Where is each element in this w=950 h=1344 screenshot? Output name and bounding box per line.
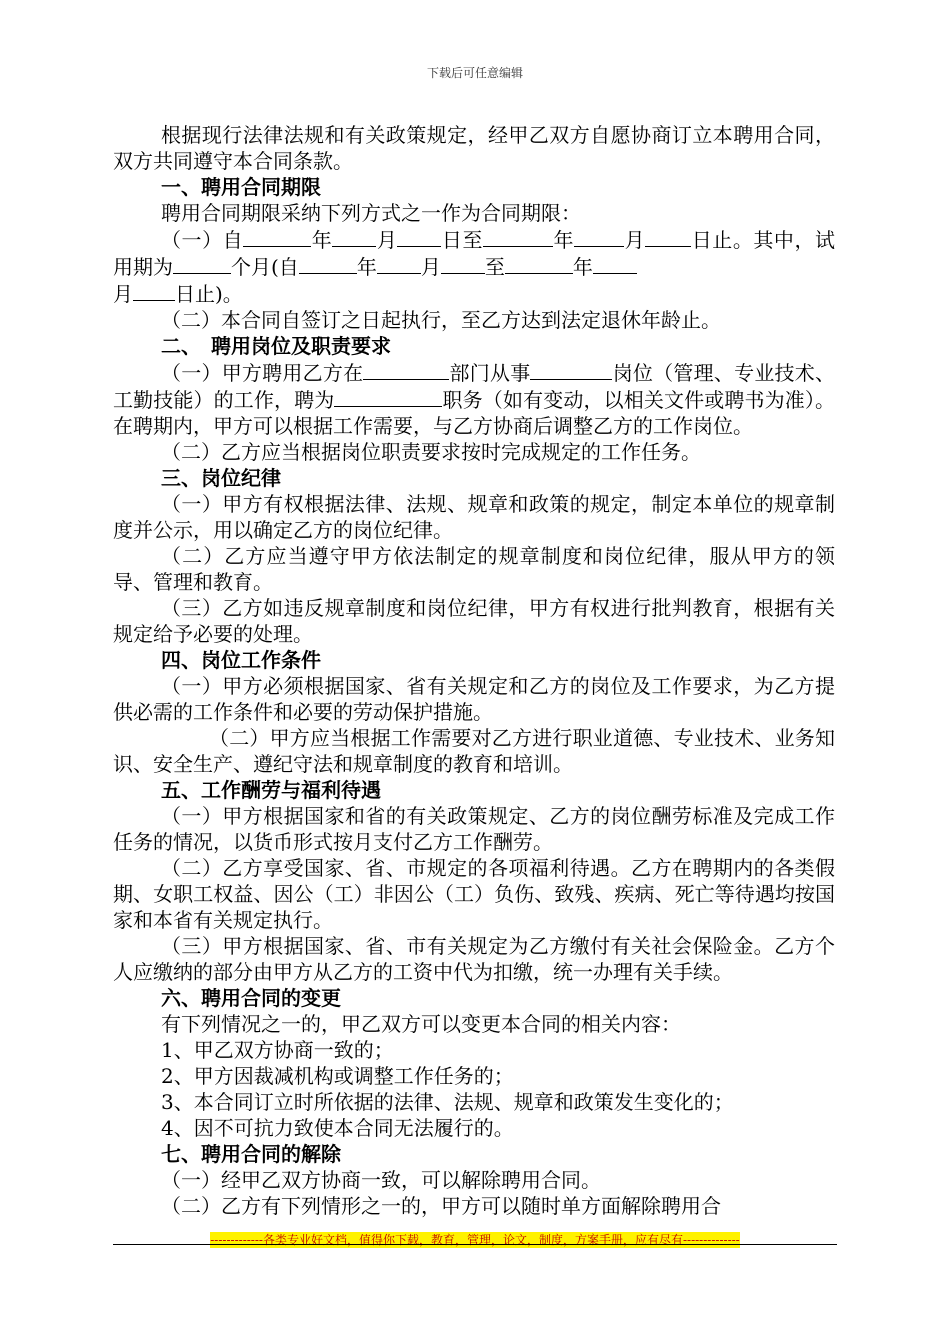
text-fragment: 日止。其中，试用期为 bbox=[113, 228, 836, 279]
blank-line bbox=[505, 253, 573, 274]
blank-line bbox=[441, 253, 485, 274]
blank-line bbox=[299, 253, 357, 274]
section-1-p1: 聘用合同期限采纳下列方式之一作为合同期限： bbox=[161, 201, 581, 225]
text-fragment: 月 bbox=[420, 255, 441, 279]
section-7-p2: （二）乙方有下列情形之一的，甲方可以随时单方面解除聘用合 bbox=[161, 1194, 721, 1218]
text-fragment: 年 bbox=[572, 255, 593, 279]
section-2-title: 二、 聘用岗位及职责要求 bbox=[161, 334, 391, 358]
section-7-p1: （一）经甲乙双方协商一致，可以解除聘用合同。 bbox=[161, 1168, 601, 1192]
intro-paragraph: 根据现行法律法规和有关政策规定，经甲乙双方自愿协商订立本聘用合同，双方共同遵守本合同条款。 bbox=[113, 123, 835, 173]
section-3-p2: （二）乙方应当遵守甲方依法制定的规章制度和岗位纪律，服从甲方的领导、管理和教育。 bbox=[113, 544, 835, 594]
section-5-p1: （一）甲方根据国家和省的有关政策规定、乙方的岗位酬劳标准及完成工作任务的情况，以货币形式按月支付乙方工作酬劳。 bbox=[113, 804, 835, 854]
text-fragment: 日止)。 bbox=[175, 282, 243, 306]
section-1-p3: （二）本合同自签订之日起执行，至乙方达到法定退休年龄止。 bbox=[161, 308, 721, 332]
section-5-title: 五、工作酬劳与福利待遇 bbox=[161, 778, 381, 802]
blank-line bbox=[173, 253, 231, 274]
blank-line bbox=[377, 253, 421, 274]
text-fragment: 年 bbox=[311, 228, 333, 252]
text-fragment: 至 bbox=[484, 255, 505, 279]
text-fragment: 月 bbox=[376, 228, 398, 252]
section-7-title: 七、聘用合同的解除 bbox=[161, 1142, 341, 1166]
blank-line bbox=[574, 226, 624, 247]
section-1-p2 bbox=[113, 226, 835, 307]
text-fragment: 年 bbox=[356, 255, 377, 279]
text-fragment: 月 bbox=[113, 282, 133, 306]
blank-line bbox=[397, 226, 441, 247]
page-header: 下载后可任意编辑 bbox=[426, 66, 523, 80]
section-3-p1: （一）甲方有权根据法律、法规、规章和政策的规定，制定本单位的规章制度并公示，用以确定乙方的岗位纪律。 bbox=[113, 492, 835, 542]
text-fragment: （一）自 bbox=[161, 228, 244, 252]
section-4-title: 四、岗位工作条件 bbox=[161, 648, 321, 672]
blank-line bbox=[243, 226, 311, 247]
section-3-title: 三、岗位纪律 bbox=[161, 466, 281, 490]
blank-line bbox=[530, 359, 612, 380]
section-6-p1: 有下列情况之一的，甲乙双方可以变更本合同的相关内容： bbox=[161, 1012, 681, 1036]
section-4-p2: （二）甲方应当根据工作需要对乙方进行职业道德、专业技术、业务知识、安全生产、遵纪守法和规章制度的教育和培训。 bbox=[113, 726, 835, 776]
section-6-item: 3、本合同订立时所依据的法律、法规、规章和政策发生变化的； bbox=[161, 1090, 734, 1114]
text-fragment: （一）甲方聘用乙方在 bbox=[161, 361, 364, 385]
text-fragment: 岗位（管理、专业技术、工勤技能）的工作，聘为 bbox=[113, 361, 836, 412]
text-fragment: 年 bbox=[553, 228, 575, 252]
section-1-title: 一、聘用合同期限 bbox=[161, 175, 321, 199]
blank-line bbox=[133, 280, 175, 301]
page-footer bbox=[0, 1229, 950, 1248]
document-body bbox=[113, 122, 835, 1219]
text-fragment: 个月(自 bbox=[231, 255, 299, 279]
section-6-item: 2、甲方因裁减机构或调整工作任务的； bbox=[161, 1064, 514, 1088]
section-3-p3: （三）乙方如违反规章制度和岗位纪律，甲方有权进行批判教育，根据有关规定给予必要的处理。 bbox=[113, 596, 835, 646]
section-5-p2: （二）乙方享受国家、省、市规定的各项福利待遇。乙方在聘期内的各类假期、女职工权益、因公（工）非因公（工）负伤、致残、疾病、死亡等待遇均按国家和本省有关规定执行。 bbox=[113, 856, 835, 932]
blank-line bbox=[645, 226, 691, 247]
text-fragment: 月 bbox=[624, 228, 646, 252]
text-fragment: 部门从事 bbox=[449, 361, 531, 385]
footer-divider bbox=[113, 1244, 837, 1245]
section-2-p2: （二）乙方应当根据岗位职责要求按时完成规定的工作任务。 bbox=[161, 440, 701, 464]
blank-line bbox=[593, 253, 637, 274]
blank-line bbox=[334, 386, 442, 407]
blank-line bbox=[363, 359, 449, 380]
text-fragment: 职务（如有变动，以相关文件或聘书为准）。在聘期内，甲方可以根据工作需要，与乙方协商后调整乙方的工作岗位。 bbox=[113, 388, 836, 438]
text-fragment: 日至 bbox=[441, 228, 484, 252]
blank-line bbox=[483, 226, 553, 247]
blank-line bbox=[332, 226, 376, 247]
section-6-item: 1、甲乙双方协商一致的； bbox=[161, 1038, 394, 1062]
section-6-item: 4、因不可抗力致使本合同无法履行的。 bbox=[161, 1116, 514, 1140]
footer-banner: -------------各类专业好文档，值得你下载，教育，管理，论文，制度，方案手册，应有尽有-------------- bbox=[210, 1233, 740, 1247]
section-6-title: 六、聘用合同的变更 bbox=[161, 986, 341, 1010]
section-2-p1 bbox=[113, 359, 835, 439]
section-5-p3: （三）甲方根据国家、省、市有关规定为乙方缴付有关社会保险金。乙方个人应缴纳的部分由甲方从乙方的工资中代为扣缴，统一办理有关手续。 bbox=[113, 934, 835, 984]
section-4-p1: （一）甲方必须根据国家、省有关规定和乙方的岗位及工作要求，为乙方提供必需的工作条件和必要的劳动保护措施。 bbox=[113, 674, 835, 724]
